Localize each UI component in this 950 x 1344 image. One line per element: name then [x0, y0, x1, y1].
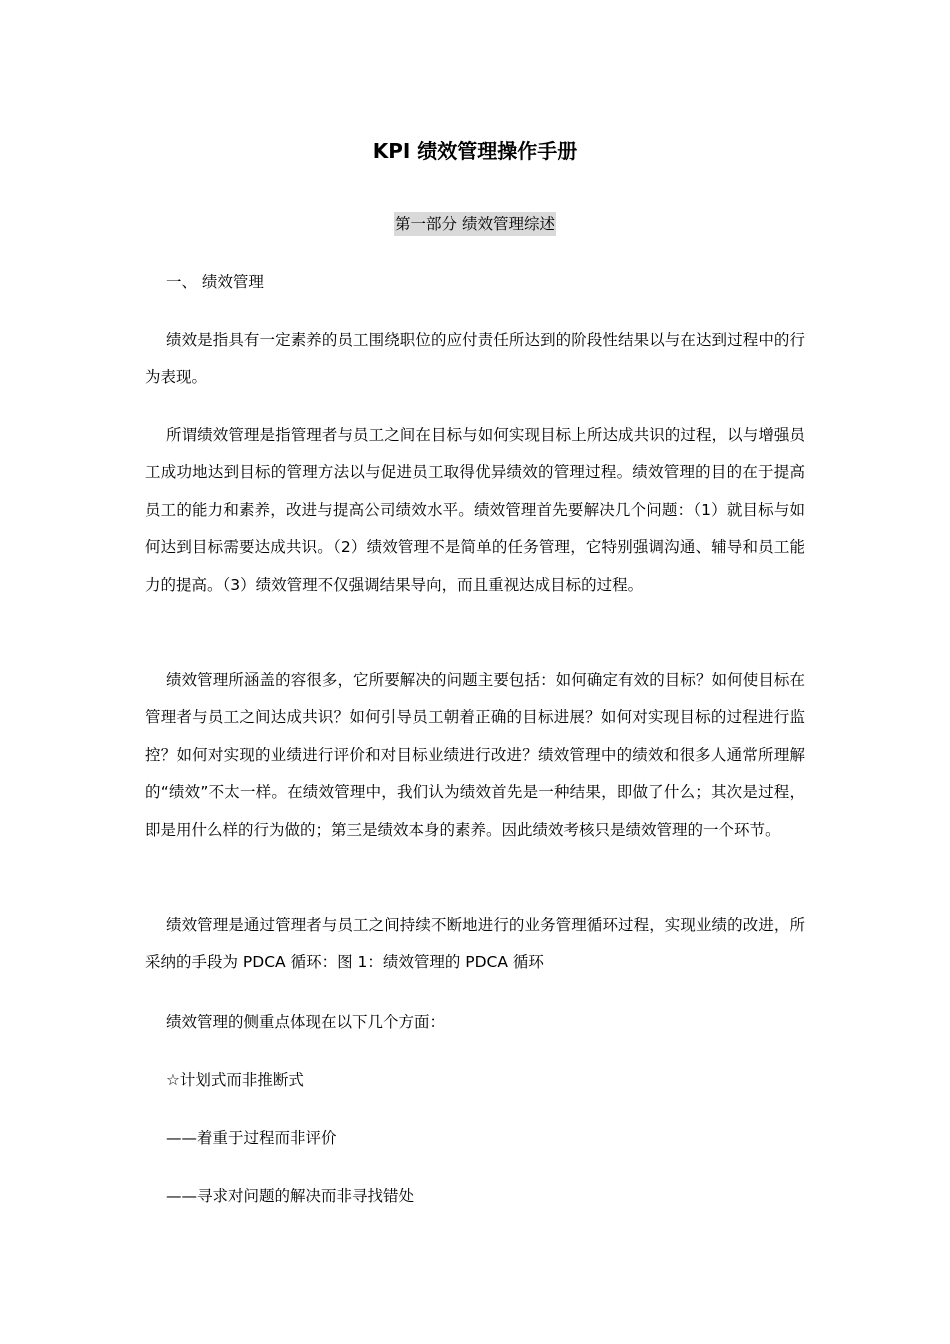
- heading-performance-management: 一、 绩效管理: [166, 273, 264, 291]
- focus-item-1: ☆计划式而非推断式: [166, 1071, 304, 1089]
- paragraph-4: 绩效管理是通过管理者与员工之间持续不断地进行的业务管理循环过程，实现业绩的改进，所采纳的手段为 PDCA 循环：图 1：绩效管理的 PDCA 循环: [145, 916, 805, 972]
- document-title: KPI 绩效管理操作手册: [372, 139, 578, 163]
- focus-sub-item-1: ——着重于过程而非评价: [166, 1129, 337, 1147]
- paragraph-3: 绩效管理所涵盖的容很多，它所要解决的问题主要包括：如何确定有效的目标？如何使目标在管理者与员工之间达成共识？如何引导员工朝着正确的目标进展？如何对实现目标的过程进行监控？如何对实现的业绩进行评价和对目标业绩进行改进？绩效管理中的绩效和很多人通常所理解的“绩效”不太一样。在绩效管理中，我们认为绩效首先是一种结果，即做了什么；其次是过程，即是用什么样的行为做的；第三是绩效本身的素养。因此绩效考核只是绩效管理的一个环节。: [145, 671, 805, 839]
- focus-sub-item-2: ——寻求对问题的解决而非寻找错处: [166, 1187, 415, 1205]
- paragraph-2: 所谓绩效管理是指管理者与员工之间在目标与如何实现目标上所达成共识的过程，以与增强员工成功地达到目标的管理方法以与促进员工取得优异绩效的管理过程。绩效管理的目的在于提高员工的能力和素养，改进与提高公司绩效水平。绩效管理首先要解决几个问题：（1）就目标与如何达到目标需要达成共识。（2）绩效管理不是简单的任务管理，它特别强调沟通、辅导和员工能力的提高。（3）绩效管理不仅强调结果导向，而且重视达成目标的过程。: [145, 426, 805, 594]
- section-title-wrap: [145, 212, 805, 236]
- focus-intro: 绩效管理的侧重点体现在以下几个方面：: [166, 1013, 446, 1031]
- paragraph-1: 绩效是指具有一定素养的员工围绕职位的应付责任所达到的阶段性结果以与在达到过程中的行为表现。: [145, 331, 805, 387]
- section-title: 第一部分 绩效管理综述: [394, 212, 556, 236]
